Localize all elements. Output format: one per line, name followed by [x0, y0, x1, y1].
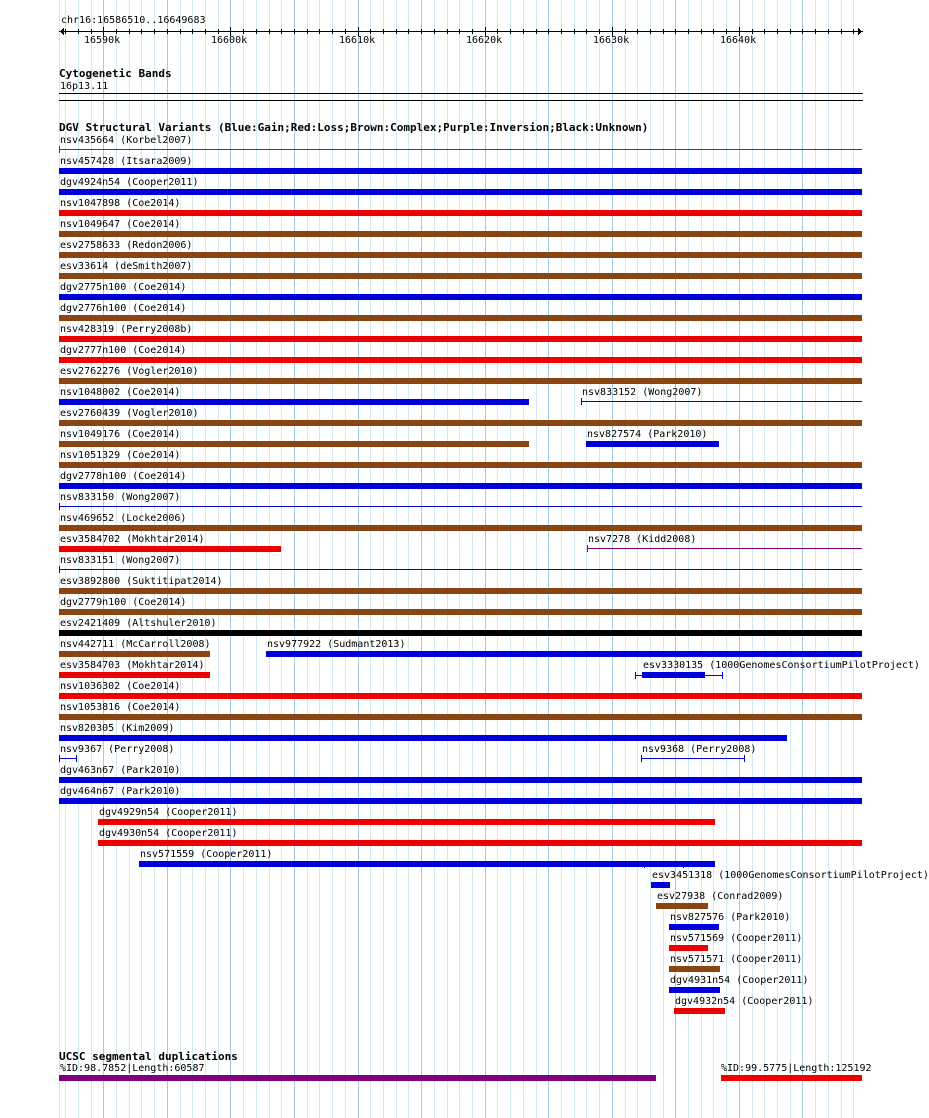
variant-bar: [59, 483, 862, 489]
ruler-tick: [688, 29, 689, 34]
variant-label: dgv4929n54 (Cooper2011): [99, 807, 238, 818]
variant-label: esv3451318 (1000GenomesConsortiumPilotProject): [652, 870, 929, 881]
variant-label: nsv1036302 (Coe2014): [60, 681, 181, 692]
ruler-tick: [129, 29, 130, 34]
variant-label: nsv457428 (Itsara2009): [60, 156, 193, 167]
variant-bar: [59, 630, 862, 636]
variant-label: nsv469652 (Locke2006): [60, 513, 187, 524]
ruler-tick: [790, 29, 791, 34]
variant-bar-end: [59, 755, 60, 762]
variant-bar-end: [683, 861, 684, 868]
ruler-tick: [637, 29, 638, 34]
variant-bar: [59, 231, 862, 237]
ruler-tick: [536, 29, 537, 34]
variant-bar: [59, 252, 862, 258]
variant-label: esv2762276 (Vogler2010): [60, 366, 199, 377]
segdup-track-title: UCSC segmental duplications: [59, 1050, 238, 1063]
segdup-label: %ID:99.5775|Length:125192: [721, 1063, 872, 1074]
variant-label: esv3584702 (Mokhtar2014): [60, 534, 205, 545]
variant-whisker: [644, 864, 683, 865]
ruler-tick: [675, 29, 676, 34]
variant-bar: [59, 569, 862, 570]
variant-bar-end: [76, 755, 77, 762]
right-arrow-icon: [859, 29, 860, 34]
variant-label: nsv1053816 (Coe2014): [60, 702, 181, 713]
ruler-tick: [192, 29, 193, 34]
cytogenetic-bands-track-title: Cytogenetic Bands: [59, 67, 172, 80]
ruler-tick: [434, 29, 435, 34]
variant-label: nsv977922 (Sudmant2013): [267, 639, 406, 650]
ruler-tick: [180, 29, 181, 34]
ruler-tick-label: 16640k: [720, 35, 757, 46]
ruler-tick: [307, 29, 308, 34]
variant-whisker: [635, 675, 722, 676]
variant-bar-end: [59, 566, 60, 573]
variant-label: nsv1049176 (Coe2014): [60, 429, 181, 440]
variant-bar: [59, 777, 862, 783]
variant-label: dgv2775n100 (Coe2014): [60, 282, 187, 293]
variant-bar: [586, 441, 719, 447]
variant-bar: [59, 609, 862, 615]
ruler-tick: [319, 29, 320, 34]
ruler-tick: [256, 29, 257, 34]
ruler-tick: [243, 29, 244, 34]
ruler-tick: [523, 29, 524, 34]
variant-bar: [266, 651, 862, 657]
variant-label: dgv4924n54 (Cooper2011): [60, 177, 199, 188]
variant-label: dgv2779n100 (Coe2014): [60, 597, 187, 608]
ruler-tick: [154, 29, 155, 34]
variant-label: nsv1051329 (Coe2014): [60, 450, 181, 461]
variant-label: nsv1048002 (Coe2014): [60, 387, 181, 398]
ruler-tick: [815, 29, 816, 34]
ruler-tick: [421, 29, 422, 34]
variant-label: nsv435664 (Korbel2007): [60, 135, 193, 146]
variant-bar: [59, 714, 862, 720]
variant-bar: [59, 441, 529, 447]
left-arrow-icon: [63, 28, 64, 35]
ruler-tick: [167, 29, 168, 34]
variant-bar-end: [581, 398, 582, 405]
variant-bar: [98, 819, 715, 825]
variant-bar: [59, 168, 862, 174]
ruler-tick: [472, 29, 473, 34]
variant-bar: [59, 357, 862, 363]
ruler-tick: [726, 29, 727, 34]
variant-bar: [587, 548, 862, 549]
ruler-tick-label: 16610k: [339, 35, 376, 46]
variant-bar: [59, 273, 862, 279]
ruler-tick: [370, 29, 371, 34]
variant-bar: [59, 149, 862, 150]
ruler-tick-label: 16590k: [84, 35, 121, 46]
variant-bar-end: [59, 146, 60, 153]
ruler-tick: [332, 29, 333, 34]
ruler-tick: [650, 29, 651, 34]
variant-label: dgv464n67 (Park2010): [60, 786, 181, 797]
variant-bar: [59, 651, 210, 657]
variant-bar: [669, 966, 720, 972]
variant-label: dgv2777n100 (Coe2014): [60, 345, 187, 356]
variant-bar: [59, 210, 862, 216]
variant-bar-end: [641, 755, 642, 762]
variant-label: esv3584703 (Mokhtar2014): [60, 660, 205, 671]
variant-label: esv3892800 (Suktitipat2014): [60, 576, 223, 587]
ruler-tick: [548, 29, 549, 34]
ruler-tick: [116, 29, 117, 34]
variant-label: dgv2778n100 (Coe2014): [60, 471, 187, 482]
variant-label: nsv9367 (Perry2008): [60, 744, 175, 755]
variant-label: nsv820305 (Kim2009): [60, 723, 175, 734]
variant-label: esv2421409 (Altshuler2010): [60, 618, 217, 629]
ruler-tick: [65, 29, 66, 34]
variant-bar-end: [635, 672, 636, 679]
variant-label: nsv571571 (Cooper2011): [670, 954, 803, 965]
variant-bar: [59, 189, 862, 195]
variant-bar: [59, 735, 787, 741]
variant-label: dgv4931n54 (Cooper2011): [670, 975, 809, 986]
ruler-tick: [294, 29, 295, 34]
variant-bar: [59, 399, 529, 405]
variant-label: nsv1049647 (Coe2014): [60, 219, 181, 230]
variant-bar: [641, 758, 745, 759]
variant-label: nsv833151 (Wong2007): [60, 555, 181, 566]
variant-bar: [59, 588, 862, 594]
variant-label: dgv4930n54 (Cooper2011): [99, 828, 238, 839]
ruler-tick: [447, 29, 448, 34]
cytoband-label: 16p13.11: [60, 81, 109, 92]
variant-bar: [59, 672, 210, 678]
variant-bar: [59, 420, 862, 426]
variant-bar: [59, 294, 862, 300]
variant-label: nsv7278 (Kidd2008): [588, 534, 697, 545]
variant-bar: [139, 861, 715, 867]
segdup-bar: [721, 1075, 862, 1081]
variant-bar: [59, 758, 77, 759]
variant-bar: [59, 378, 862, 384]
ruler-tick: [408, 29, 409, 34]
variant-bar-end: [587, 545, 588, 552]
variant-label: dgv4932n54 (Cooper2011): [675, 996, 814, 1007]
variant-label: esv3330135 (1000GenomesConsortiumPilotProject): [643, 660, 920, 671]
variant-bar: [59, 462, 862, 468]
right-arrow-icon: [858, 28, 859, 35]
variant-bar: [59, 525, 862, 531]
right-arrow-icon: [860, 30, 861, 33]
variant-bar-end: [644, 861, 645, 868]
variant-label: nsv9368 (Perry2008): [642, 744, 757, 755]
variant-bar: [669, 924, 719, 930]
ruler-tick: [713, 29, 714, 34]
dgv-track-title: DGV Structural Variants (Blue:Gain;Red:Loss;Brown:Complex;Purple:Inversion;Black:Unknown): [59, 121, 649, 134]
variant-label: nsv1047898 (Coe2014): [60, 198, 181, 209]
variant-label: dgv463n67 (Park2010): [60, 765, 181, 776]
variant-bar: [59, 506, 862, 507]
ruler-tick-label: 16630k: [593, 35, 630, 46]
ruler-tick: [802, 29, 803, 34]
variant-bar: [59, 798, 862, 804]
variant-bar: [669, 987, 720, 993]
variant-label: nsv827574 (Park2010): [587, 429, 708, 440]
ruler-tick-label: 16600k: [211, 35, 248, 46]
ruler-tick: [828, 29, 829, 34]
ruler-tick: [345, 29, 346, 34]
ruler-tick: [561, 29, 562, 34]
ruler-tick: [218, 29, 219, 34]
variant-label: esv27938 (Conrad2009): [657, 891, 784, 902]
variant-label: esv2758633 (Redon2006): [60, 240, 193, 251]
ruler-tick: [841, 29, 842, 34]
variant-label: nsv833152 (Wong2007): [582, 387, 703, 398]
variant-label: esv2760439 (Vogler2010): [60, 408, 199, 419]
ruler-tick-label: 16620k: [466, 35, 503, 46]
variant-bar: [59, 336, 862, 342]
ruler-tick: [752, 29, 753, 34]
variant-bar: [581, 401, 862, 402]
variant-bar: [669, 945, 708, 951]
ruler-tick: [764, 29, 765, 34]
ruler-tick: [269, 29, 270, 34]
ruler-tick: [281, 29, 282, 34]
ruler-tick: [141, 29, 142, 34]
variant-label: esv33614 (deSmith2007): [60, 261, 193, 272]
ruler-tick: [497, 29, 498, 34]
variant-label: dgv2776n100 (Coe2014): [60, 303, 187, 314]
variant-label: nsv428319 (Perry2008b): [60, 324, 193, 335]
variant-bar: [98, 840, 862, 846]
ruler-tick: [91, 29, 92, 34]
ruler-tick: [853, 29, 854, 34]
ruler-tick: [586, 29, 587, 34]
ruler-tick: [701, 29, 702, 34]
variant-bar: [656, 903, 708, 909]
variant-label: nsv442711 (McCarroll2008): [60, 639, 211, 650]
ruler-tick: [777, 29, 778, 34]
cytoband-outline-top: [59, 93, 863, 94]
ruler-tick: [459, 29, 460, 34]
variant-bar: [59, 315, 862, 321]
ruler-tick: [663, 29, 664, 34]
variant-bar-end: [744, 755, 745, 762]
ruler-tick: [78, 29, 79, 34]
region-coordinates-label: chr16:16586510..16649683: [61, 15, 206, 26]
variant-label: nsv571569 (Cooper2011): [670, 933, 803, 944]
variant-bar: [651, 882, 670, 888]
segdup-bar: [59, 1075, 656, 1081]
right-arrow-icon: [861, 31, 862, 32]
ruler-tick: [205, 29, 206, 34]
variant-label: nsv827576 (Park2010): [670, 912, 791, 923]
ruler-tick: [574, 29, 575, 34]
ruler-tick: [383, 29, 384, 34]
ruler-tick: [625, 29, 626, 34]
cytoband-outline-bottom: [59, 100, 863, 101]
ruler-tick: [599, 29, 600, 34]
variant-bar: [674, 1008, 725, 1014]
variant-label: nsv571559 (Cooper2011): [140, 849, 273, 860]
ruler-tick: [510, 29, 511, 34]
variant-bar-end: [722, 672, 723, 679]
variant-bar-end: [59, 503, 60, 510]
segdup-label: %ID:98.7852|Length:60587: [60, 1063, 205, 1074]
variant-label: nsv833150 (Wong2007): [60, 492, 181, 503]
variant-bar: [59, 693, 862, 699]
variant-bar: [59, 546, 281, 552]
ruler-tick: [396, 29, 397, 34]
